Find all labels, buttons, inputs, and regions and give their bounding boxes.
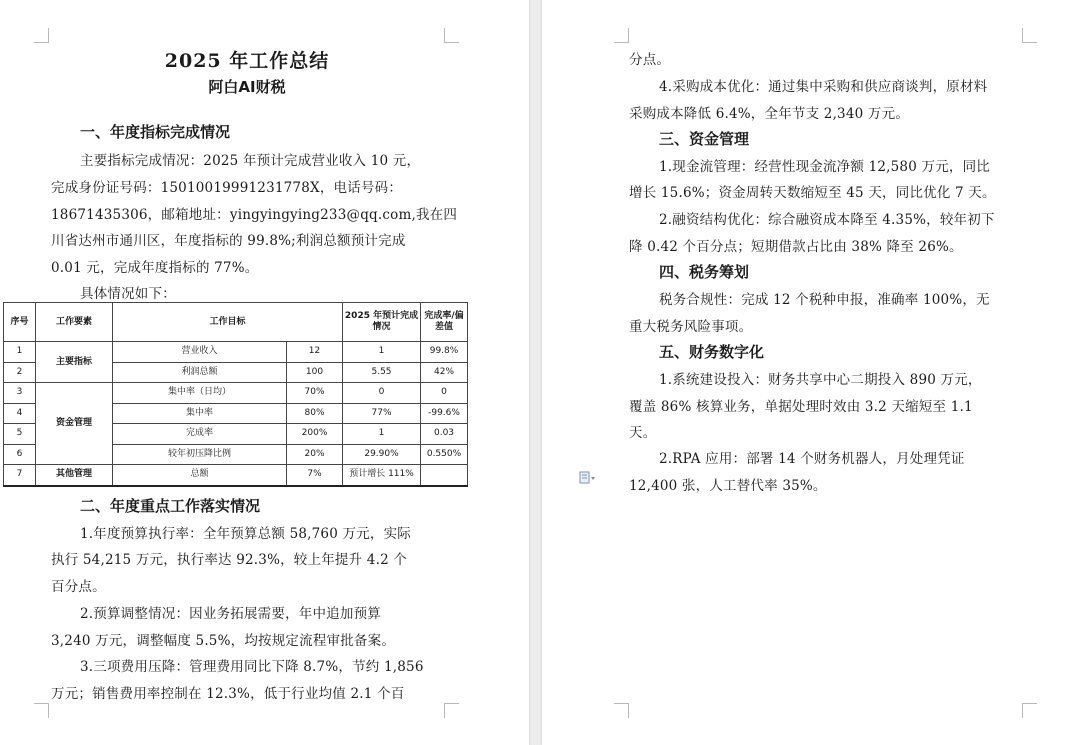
paragraph-line: 3,240 万元，调整幅度 5.5%，均按规定流程审批备案。	[51, 633, 396, 649]
work-target: 总额	[113, 465, 287, 486]
page-corner-mark	[444, 28, 459, 43]
plan-value: 100	[287, 362, 343, 383]
table-row	[4, 465, 468, 486]
paragraph-line: 万元；销售费用率控制在 12.3%，低于行业均值 2.1 个百	[51, 686, 405, 702]
completion-rate: 0.03	[421, 424, 468, 445]
work-target: 集中率	[113, 403, 287, 424]
table-header-cell: 工作要素	[36, 303, 113, 342]
completion-rate: 99.8%	[421, 342, 468, 363]
paragraph-line: 12,400 张，人工替代率 35%。	[629, 478, 827, 494]
document-subtitle: 阿白AI财税	[208, 78, 286, 96]
row-number: 2	[4, 362, 36, 383]
paragraph-line: 覆盖 86% 核算业务，单据处理时效由 3.2 天缩短至 1.1	[629, 399, 973, 415]
work-target: 集中率（日均）	[113, 383, 287, 404]
paragraph-line: 18671435306，邮箱地址：yingyingying233@qq.com,我在四	[51, 207, 458, 223]
paste-options-icon[interactable]	[579, 471, 597, 485]
actual-value: 29.90%	[343, 444, 421, 465]
row-number: 4	[4, 403, 36, 424]
table-header-row	[4, 303, 468, 342]
table-row	[4, 342, 468, 363]
paragraph-line: 2.RPA 应用：部署 14 个财务机器人，月处理凭证	[659, 451, 965, 467]
actual-value: 77%	[343, 403, 421, 424]
paragraph-line: 百分点。	[51, 579, 106, 595]
paragraph-line: 2.预算调整情况：因业务拓展需要，年中追加预算	[80, 606, 381, 622]
section-heading-1: 一、年度指标完成情况	[80, 123, 231, 141]
completion-rate: 0	[421, 383, 468, 404]
plan-value: 20%	[287, 444, 343, 465]
work-target: 较年初压降比例	[113, 444, 287, 465]
paragraph-line: 1.系统建设投入：财务共享中心二期投入 890 万元，	[659, 372, 982, 388]
table-row	[4, 383, 468, 404]
table-header-cell: 2025 年预计完成情况	[343, 303, 421, 342]
actual-value: 0	[343, 383, 421, 404]
paragraph-line: 降 0.42 个百分点；短期借款占比由 38% 降至 26%。	[629, 239, 963, 255]
actual-value: 1	[343, 424, 421, 445]
completion-rate	[421, 465, 468, 486]
section-heading-5: 五、财务数字化	[659, 343, 765, 361]
paragraph-line: 分点。	[629, 52, 671, 68]
paragraph-line: 3.三项费用压降：管理费用同比下降 8.7%，节约 1,856	[80, 659, 424, 675]
page-corner-mark	[34, 28, 49, 43]
actual-value: 1	[343, 342, 421, 363]
row-number: 3	[4, 383, 36, 404]
completion-rate: 42%	[421, 362, 468, 383]
table-header-cell: 序号	[4, 303, 36, 342]
row-number: 5	[4, 424, 36, 445]
paragraph-line: 川省达州市通川区，年度指标的 99.8%;利润总额预计完成	[51, 233, 406, 249]
page-corner-mark	[1022, 703, 1037, 718]
paragraph-line: 重大税务风险事项。	[629, 319, 753, 335]
paragraph-line: 天。	[629, 425, 657, 441]
completion-rate: -99.6%	[421, 403, 468, 424]
row-number: 7	[4, 465, 36, 486]
paragraph-line: 主要指标完成情况：2025 年预计完成营业收入 10 元，	[80, 153, 421, 169]
document-title: 2025 年工作总结	[164, 50, 330, 72]
paragraph-line: 1.年度预算执行率：全年预算总额 58,760 万元，实际	[80, 526, 411, 542]
row-number: 6	[4, 444, 36, 465]
actual-value: 5.55	[343, 362, 421, 383]
indicator-table	[3, 302, 468, 487]
paragraph-line: 完成身份证号码：15010019991231778X，电话号码：	[51, 180, 403, 196]
plan-value: 80%	[287, 403, 343, 424]
paragraph-line: 增长 15.6%；资金周转天数缩短至 45 天，同比优化 7 天。	[629, 185, 996, 201]
page-corner-mark	[34, 703, 49, 718]
actual-value: 预计增长 111%	[343, 465, 421, 486]
table-header-cell: 完成率/偏差值	[421, 303, 468, 342]
section-heading-3: 三、资金管理	[659, 130, 750, 148]
page-corner-mark	[614, 703, 629, 718]
work-element: 其他管理	[36, 465, 113, 486]
paragraph-line: 具体情况如下：	[80, 286, 176, 302]
work-element: 主要指标	[36, 342, 113, 383]
plan-value: 70%	[287, 383, 343, 404]
section-heading-4: 四、税务筹划	[659, 263, 750, 281]
paragraph-line: 2.融资结构优化：综合融资成本降至 4.35%，较年初下	[659, 212, 995, 228]
work-element: 资金管理	[36, 383, 113, 465]
page-corner-mark	[444, 703, 459, 718]
paragraph-line: 执行 54,215 万元，执行率达 92.3%，较上年提升 4.2 个	[51, 552, 408, 568]
paragraph-line: 税务合规性：完成 12 个税种申报，准确率 100%，无	[659, 292, 990, 308]
page-corner-mark	[614, 28, 629, 43]
completion-rate: 0.550%	[421, 444, 468, 465]
paragraph-line: 采购成本降低 6.4%，全年节支 2,340 万元。	[629, 106, 910, 122]
page-corner-mark	[1022, 28, 1037, 43]
plan-value: 200%	[287, 424, 343, 445]
work-target: 利润总额	[113, 362, 287, 383]
document-page-1	[0, 0, 529, 745]
table-header-cell: 工作目标	[113, 303, 343, 342]
paragraph-line: 0.01 元，完成年度指标的 77%。	[51, 260, 259, 276]
paragraph-line: 1.现金流管理：经营性现金流净额 12,580 万元，同比	[659, 159, 990, 175]
row-number: 1	[4, 342, 36, 363]
section-heading-2: 二、年度重点工作落实情况	[80, 497, 261, 515]
plan-value: 12	[287, 342, 343, 363]
work-target: 完成率	[113, 424, 287, 445]
plan-value: 7%	[287, 465, 343, 486]
work-target: 营业收入	[113, 342, 287, 363]
paragraph-line: 4.采购成本优化：通过集中采购和供应商谈判，原材料	[659, 79, 988, 95]
document-page-2	[542, 0, 1080, 745]
